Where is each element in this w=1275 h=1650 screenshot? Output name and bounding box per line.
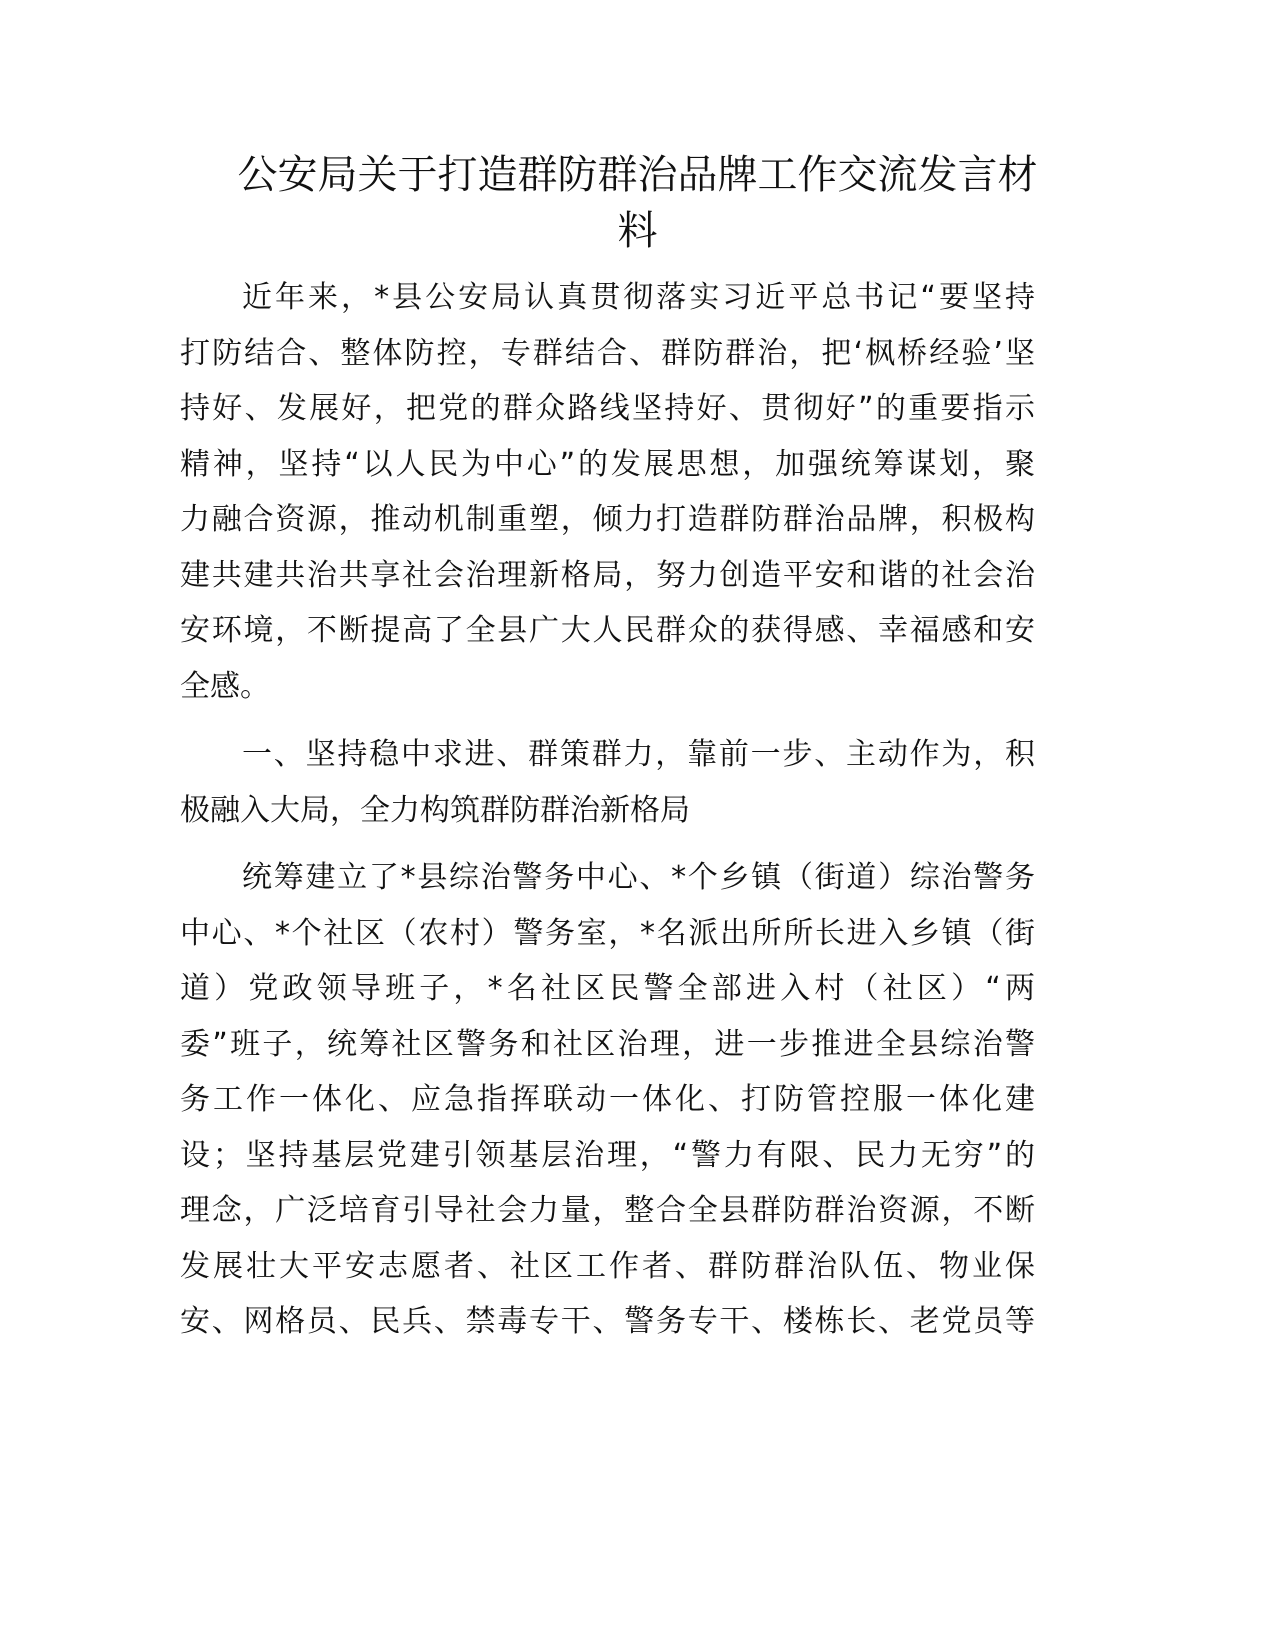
text-line: 持好、发展好，把党的群众路线坚持好、贯彻好”的重要指示	[180, 391, 1035, 426]
paragraph-intro	[180, 270, 1035, 714]
text-line: 中心、*个社区（农村）警务室，*名派出所所长进入乡镇（街	[180, 915, 1035, 951]
text-line: 理念，广泛培育引导社会力量，整合全县群防群治资源，不断	[180, 1193, 1035, 1228]
text-line: 道）党政领导班子，*名社区民警全部进入村（社区）“两	[180, 971, 1035, 1006]
document-title	[150, 147, 1125, 259]
text-line: 务工作一体化、应急指挥联动一体化、打防管控服一体化建	[180, 1082, 1035, 1117]
text-line: 委”班子，统筹社区警务和社区治理，进一步推进全县综治警	[180, 1026, 1035, 1062]
text-line: 建共建共治共享社会治理新格局，努力创造平安和谐的社会治	[180, 557, 1035, 593]
text-line: 统筹建立了*县综治警务中心、*个乡镇（街道）综治警务	[242, 860, 1035, 895]
text-line: 近年来，*县公安局认真贯彻落实习近平总书记“要坚持	[242, 280, 1035, 315]
text-line: 安、网格员、民兵、禁毒专干、警务专干、楼栋长、老党员等	[180, 1304, 1035, 1339]
text-line: 设；坚持基层党建引领基层治理，“警力有限、民力无穷”的	[180, 1137, 1035, 1173]
text-line: 打防结合、整体防控，专群结合、群防群治，把‘枫桥经验’坚	[180, 335, 1035, 371]
text-line: 全感。	[180, 668, 270, 704]
text-line: 一、坚持稳中求进、群策群力，靠前一步、主动作为，积	[242, 737, 1035, 772]
section-heading-1	[180, 727, 1035, 838]
paragraph-section-1	[180, 850, 1035, 1350]
title-line: 料	[617, 208, 658, 254]
text-line: 极融入大局，全力构筑群防群治新格局	[180, 792, 690, 828]
text-line: 力融合资源，推动机制重塑，倾力打造群防群治品牌，积极构	[180, 502, 1035, 537]
text-line: 发展壮大平安志愿者、社区工作者、群防群治队伍、物业保	[180, 1248, 1035, 1284]
text-line: 精神，坚持“以人民为中心”的发展思想，加强统筹谋划，聚	[180, 446, 1035, 482]
title-line: 公安局关于打造群防群治品牌工作交流发言材	[237, 152, 1038, 198]
text-line: 安环境，不断提高了全县广大人民群众的获得感、幸福感和安	[180, 613, 1035, 648]
